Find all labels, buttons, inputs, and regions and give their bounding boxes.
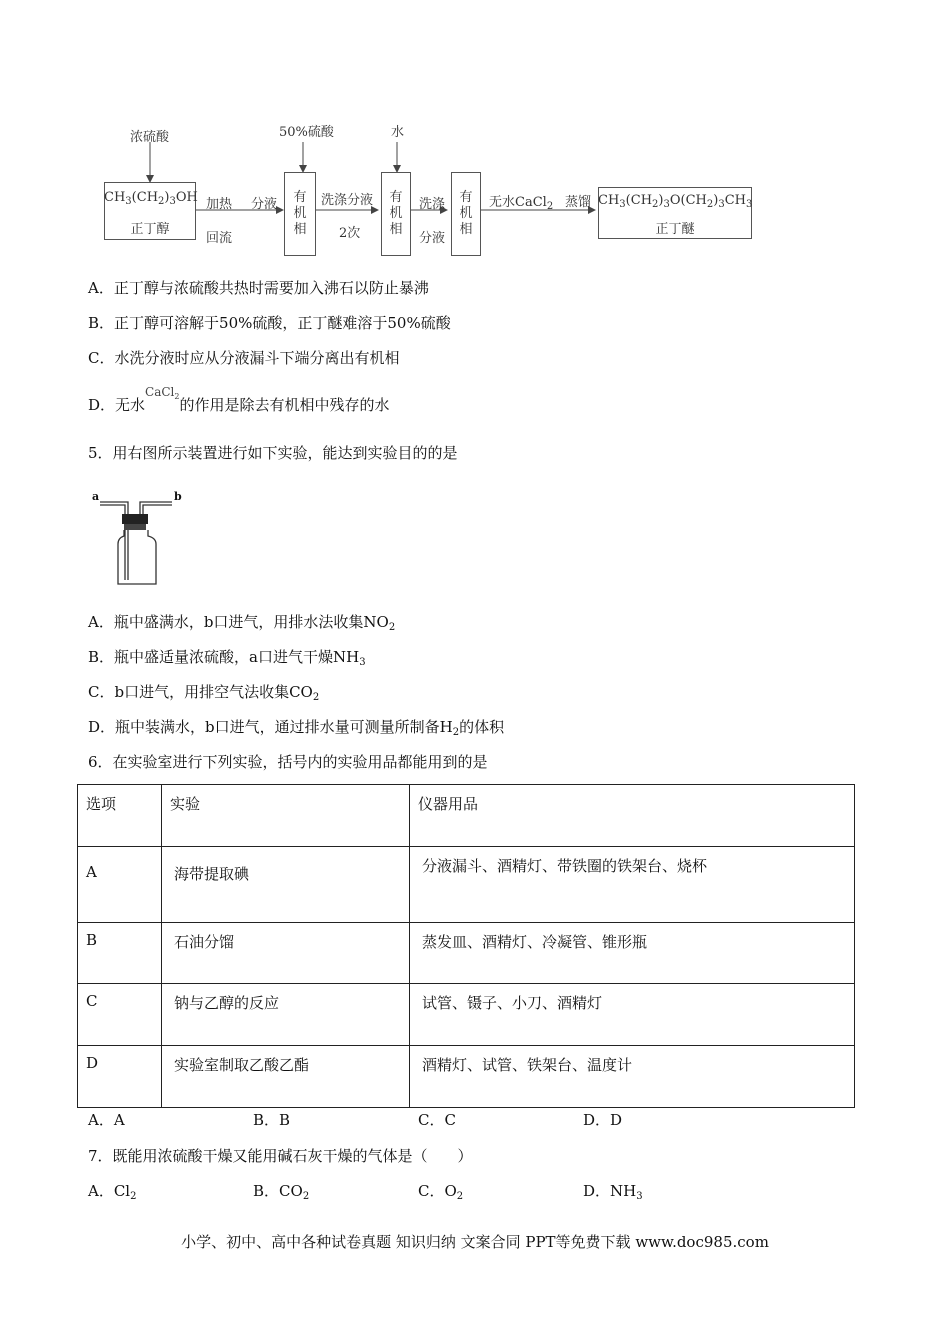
reagent-50-sulfuric: 50%硫酸 (279, 125, 334, 140)
table-header-row (78, 785, 855, 847)
cell-experiment: 海带提取碘 (162, 847, 410, 923)
header-experiment: 实验 (162, 785, 410, 847)
cell-instruments: 试管、镊子、小刀、酒精灯 (410, 984, 855, 1046)
q4-option-d-post: 的作用是除去有机相中残存的水 (179, 396, 390, 414)
header-option: 选项 (78, 785, 162, 847)
cell-experiment: 石油分馏 (162, 923, 410, 984)
q4-option-d-pre: D．无水 (88, 396, 146, 414)
q6-option-d: D．D (583, 1111, 623, 1129)
start-formula: $CH_3(CH_2)_3OH$ (104, 190, 198, 207)
q7-option-a: A．$Cl_2$ (88, 1182, 137, 1202)
cell-option: D (78, 1046, 162, 1108)
organic-phase-1-label: 有机相 (293, 190, 307, 237)
q4-option-a: A．正丁醇与浓硫酸共热时需要加入沸石以防止暴沸 (88, 279, 429, 297)
cell-experiment: 钠与乙醇的反应 (162, 984, 410, 1046)
table-row (78, 1046, 855, 1108)
q6-table (77, 784, 855, 1108)
port-b-label: b (174, 490, 182, 503)
end-formula: $CH_3(CH_2)_3O(CH_2)_3CH_3$ (598, 193, 753, 210)
header-instruments: 仪器用品 (410, 785, 855, 847)
step-wash-separate: 洗涤分液 (321, 193, 374, 208)
cell-option: B (78, 923, 162, 984)
q5-option-d: D．瓶中装满水，b口进气，通过排水量可测量所制备$H_2$的体积 (88, 718, 505, 738)
q6-stem: 6．在实验室进行下列实验，括号内的实验用品都能用到的是 (88, 753, 488, 771)
q4-option-d-formula: CaCl2 (145, 385, 180, 401)
q7-option-d: D．$NH_3$ (583, 1182, 643, 1202)
synthesis-flow-diagram (95, 112, 775, 262)
q4-option-b: B．正丁醇可溶解于50%硫酸，正丁醚难溶于50%硫酸 (88, 314, 451, 332)
step-anhydrous-cacl2: 无水CaCl$_2$ (489, 195, 554, 212)
table-row (78, 984, 855, 1046)
q6-option-b: B．B (253, 1111, 291, 1129)
cell-instruments: 蒸发皿、酒精灯、冷凝管、锥形瓶 (410, 923, 855, 984)
q4-option-d (88, 385, 390, 421)
reagent-conc-sulfuric: 浓硫酸 (130, 130, 170, 145)
cell-experiment: 实验室制取乙酸乙酯 (162, 1046, 410, 1108)
organic-phase-3-label: 有机相 (459, 190, 473, 237)
organic-phase-2-label: 有机相 (389, 190, 403, 237)
start-name: 正丁醇 (130, 222, 170, 237)
page-footer: 小学、初中、高中各种试卷真题 知识归纳 文案合同 PPT等免费下载 www.doc985.com (181, 1233, 769, 1251)
q6-option-c: C．C (418, 1111, 456, 1129)
step-heat: 加热 (206, 197, 233, 212)
cell-option: C (78, 984, 162, 1046)
q4-option-c: C．水洗分液时应从分液漏斗下端分离出有机相 (88, 349, 400, 367)
q5-option-b: B．瓶中盛适量浓硫酸，a口进气干燥$NH_3$ (88, 648, 366, 668)
cell-instruments: 分液漏斗、酒精灯、带铁圈的铁架台、烧杯 (410, 847, 855, 923)
table-row (78, 923, 855, 984)
reagent-water: 水 (391, 125, 405, 140)
port-a-label: a (92, 490, 100, 503)
q5-stem: 5．用右图所示装置进行如下实验，能达到实验目的的是 (88, 444, 458, 462)
table-row (78, 847, 855, 923)
step-separate-2: 分液 (419, 231, 446, 246)
cell-instruments: 酒精灯、试管、铁架台、温度计 (410, 1046, 855, 1108)
step-separate: 分液 (251, 197, 278, 212)
q6-option-a: A．A (88, 1111, 125, 1129)
cell-option: A (78, 847, 162, 923)
step-wash: 洗涤 (419, 197, 446, 212)
step-twice: 2次 (339, 226, 361, 241)
step-distill: 蒸馏 (565, 195, 592, 210)
q7-option-c: C．$O_2$ (418, 1182, 464, 1202)
end-name: 正丁醚 (655, 222, 695, 237)
step-reflux: 回流 (206, 231, 233, 246)
gas-bottle-icon (88, 488, 198, 588)
q7-option-b: B．$CO_2$ (253, 1182, 310, 1202)
gas-bottle-apparatus (88, 488, 198, 588)
q5-option-a: A．瓶中盛满水，b口进气，用排水法收集$NO_2$ (88, 613, 396, 633)
q5-option-c: C．b口进气，用排空气法收集$CO_2$ (88, 683, 320, 703)
q7-stem: 7．既能用浓硫酸干燥又能用碱石灰干燥的气体是（ ） (88, 1147, 473, 1165)
